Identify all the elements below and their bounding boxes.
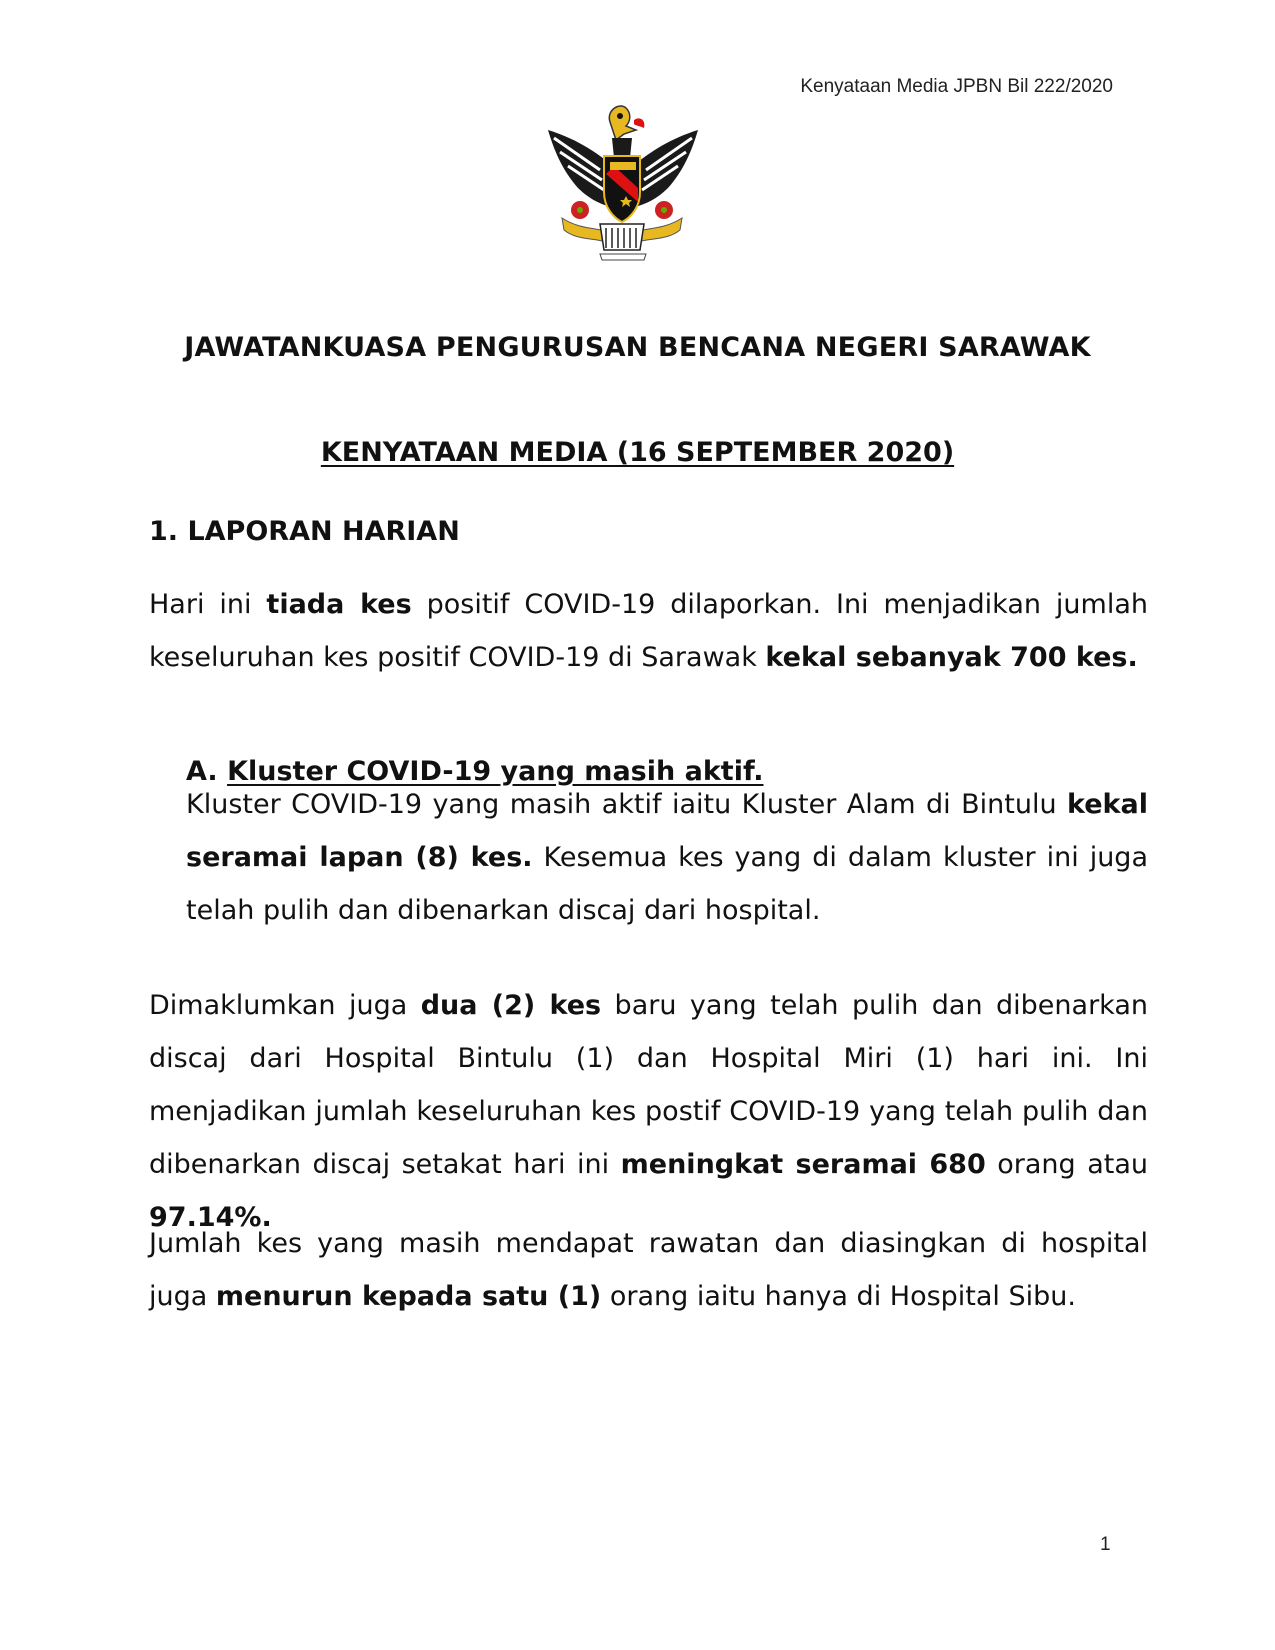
- text-run: Jumlah kes yang masih mendapat rawatan dan diasingkan di hospital juga: [149, 1228, 1148, 1312]
- bold-run: kekal seramai lapan (8) kes.: [186, 789, 1148, 873]
- bold-run: menurun kepada satu (1): [215, 1281, 602, 1312]
- statement-title: KENYATAAN MEDIA (16 SEPTEMBER 2020): [320, 437, 955, 468]
- text-run: orang atau: [985, 1149, 1148, 1180]
- bold-run: tiada kes: [266, 589, 412, 620]
- bold-run: 97.14%.: [149, 1202, 272, 1233]
- section-heading: 1. LAPORAN HARIAN: [149, 516, 460, 547]
- bold-run: kekal sebanyak 700 kes.: [765, 642, 1138, 673]
- text-run: Kesemua kes yang di dalam kluster ini juga telah pulih dan dibenarkan discaj dari hospital.: [186, 842, 1148, 926]
- document-reference: Kenyataan Media JPBN Bil 222/2020: [800, 76, 1113, 97]
- paragraph-hospitalized: [149, 1217, 1148, 1323]
- paragraph-recoveries: [149, 979, 1148, 1244]
- text-run: Dimaklumkan juga: [149, 990, 421, 1021]
- subsection-letter: A.: [186, 756, 218, 787]
- subsection-title: Kluster COVID-19 yang masih aktif.: [227, 756, 764, 787]
- organization-title: JAWATANKUASA PENGURUSAN BENCANA NEGERI SARAWAK: [184, 332, 1091, 363]
- sarawak-coat-of-arms-logo: [540, 100, 705, 270]
- text-run: Hari ini: [149, 589, 267, 620]
- bold-run: dua (2) kes: [420, 990, 602, 1021]
- text-run: baru yang telah pulih dan dibenarkan discaj dari Hospital Bintulu (1) dan Hospital Miri (1) hari ini. Ini menjadikan jumlah keseluruhan kes postif COVID-19 yang telah pulih dan dibenarkan discaj setakat hari ini: [149, 990, 1148, 1180]
- text-run: positif COVID-19 dilaporkan. Ini menjadikan jumlah keseluruhan kes positif COVID-19 di Sarawak: [149, 589, 1148, 673]
- bold-run: meningkat seramai 680: [620, 1149, 986, 1180]
- page-number: 1: [1100, 1534, 1111, 1555]
- text-run: orang iaitu hanya di Hospital Sibu.: [601, 1281, 1076, 1312]
- paragraph-daily-report: [149, 578, 1148, 684]
- paragraph-active-cluster: [186, 778, 1148, 937]
- text-run: Kluster COVID-19 yang masih aktif iaitu Kluster Alam di Bintulu: [186, 789, 1068, 820]
